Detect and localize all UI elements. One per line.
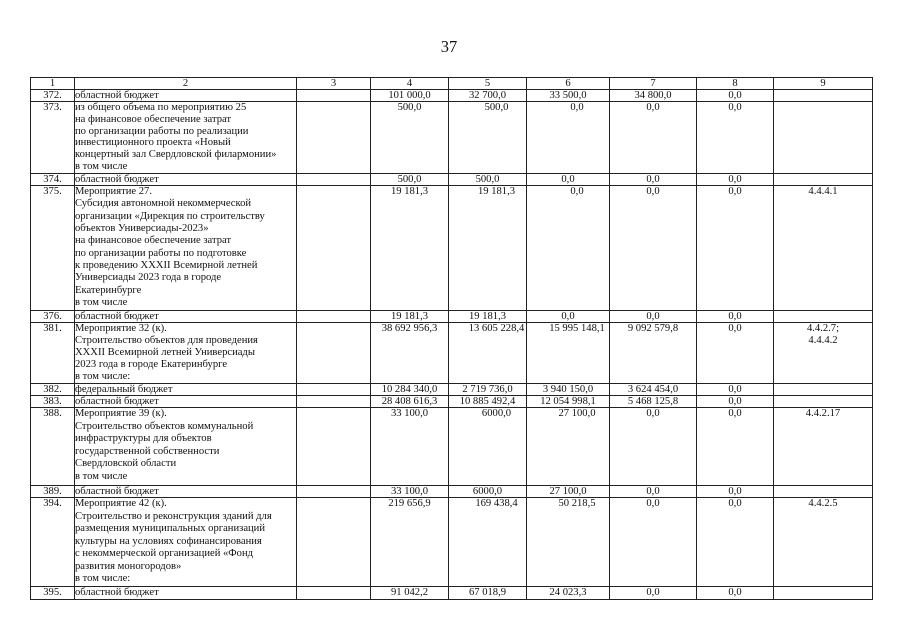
column-4-cell <box>371 587 449 600</box>
description-line: из общего объема по мероприятию 25 <box>75 102 247 113</box>
column-8-cell <box>697 396 774 408</box>
reference-code: 4.4.4.2 <box>808 335 838 346</box>
column-4-cell <box>371 102 449 174</box>
column-3-cell <box>297 323 371 384</box>
table-row <box>31 311 873 323</box>
amount-value: 34 800,0 <box>634 90 672 101</box>
column-3-cell <box>297 587 371 600</box>
column-4-cell <box>371 498 449 587</box>
column-5-cell <box>449 486 527 498</box>
amount-value: 3 624 454,0 <box>627 384 679 395</box>
amount-value: 500,0 <box>475 174 500 185</box>
column-6-cell <box>527 102 610 174</box>
column-6-cell <box>527 323 610 384</box>
amount-value: 28 408 616,3 <box>381 396 438 407</box>
description-cell <box>75 90 297 102</box>
column-5-cell <box>449 323 527 384</box>
amount-value: 0,0 <box>728 498 742 509</box>
description-cell <box>75 186 297 311</box>
column-3-cell <box>297 396 371 408</box>
table-row <box>31 498 873 587</box>
page-number: 37 <box>440 37 458 56</box>
column-9-cell <box>774 486 873 498</box>
amount-value: 0,0 <box>728 486 742 497</box>
column-7-cell <box>610 186 697 311</box>
column-9-cell <box>774 90 873 102</box>
description-line: Универсиады 2023 года в городе <box>75 272 222 284</box>
column-3-cell <box>297 486 371 498</box>
column-number-4: 4 <box>371 78 449 90</box>
amount-value: 0,0 <box>561 174 575 185</box>
row-number: 375. <box>43 186 62 197</box>
description-cell <box>75 396 297 408</box>
table-row <box>31 323 873 384</box>
column-number-8: 8 <box>697 78 774 90</box>
row-number: 395. <box>43 587 62 598</box>
description-line: по организации работы по подготовке <box>75 247 247 259</box>
column-number-3: 3 <box>297 78 371 90</box>
column-5-cell <box>449 408 527 486</box>
description-cell <box>75 174 297 186</box>
column-6-cell <box>527 174 610 186</box>
row-number-cell <box>31 486 75 498</box>
amount-value: 0,0 <box>728 186 742 197</box>
description-line: размещения муниципальных организаций <box>75 523 266 534</box>
column-number-5: 5 <box>449 78 527 90</box>
description-line: на финансовое обеспечение затрат <box>75 235 232 247</box>
row-number-cell <box>31 396 75 408</box>
table-row <box>31 486 873 498</box>
description-line: федеральный бюджет <box>75 384 173 395</box>
amount-value: 10 885 492,4 <box>459 396 516 407</box>
amount-value: 0,0 <box>728 102 742 113</box>
amount-value: 0,0 <box>728 90 742 101</box>
column-7-cell <box>610 323 697 384</box>
budget-table <box>30 77 873 600</box>
column-5-cell <box>449 102 527 174</box>
column-3-cell <box>297 174 371 186</box>
row-number-cell <box>31 384 75 396</box>
column-7-cell <box>610 384 697 396</box>
row-number: 376. <box>43 311 62 322</box>
column-4-cell <box>371 311 449 323</box>
amount-value: 0,0 <box>728 311 742 322</box>
column-6-cell <box>527 90 610 102</box>
description-line: областной бюджет <box>75 587 159 598</box>
description-cell <box>75 384 297 396</box>
column-8-cell <box>697 90 774 102</box>
row-number: 381. <box>43 323 62 334</box>
column-number-row <box>31 78 873 90</box>
amount-value: 0,0 <box>570 186 584 197</box>
description-line: культуры на условиях софинансирования <box>75 535 262 547</box>
amount-value: 15 995 148,1 <box>549 323 605 334</box>
table-row <box>31 90 873 102</box>
column-5-cell <box>449 311 527 323</box>
column-number-7: 7 <box>610 78 697 90</box>
column-8-cell <box>697 498 774 587</box>
column-4-cell <box>371 396 449 408</box>
amount-value: 5 468 125,8 <box>627 396 679 407</box>
reference-code: 4.4.2.7; <box>806 323 840 334</box>
amount-value: 500,0 <box>397 102 422 113</box>
column-7-cell <box>610 396 697 408</box>
amount-value: 0,0 <box>646 486 660 497</box>
amount-value: 32 700,0 <box>468 90 507 101</box>
row-number: 372. <box>43 90 62 101</box>
description-line: объектов Универсиады-2023» <box>75 223 209 235</box>
amount-value: 91 042,2 <box>390 587 429 598</box>
column-7-cell <box>610 174 697 186</box>
column-3-cell <box>297 498 371 587</box>
column-4-cell <box>371 323 449 384</box>
description-line: областной бюджет <box>75 90 159 101</box>
column-9-cell <box>774 102 873 174</box>
amount-value: 0,0 <box>646 498 660 509</box>
description-line: Строительство и реконструкция зданий для <box>75 510 272 522</box>
column-9-cell <box>774 396 873 408</box>
amount-value: 500,0 <box>397 174 422 185</box>
description-line: инфраструктуры для объектов <box>75 433 212 445</box>
row-number-cell <box>31 587 75 600</box>
table-row <box>31 102 873 174</box>
amount-value: 219 656,9 <box>388 498 431 509</box>
column-5-cell <box>449 396 527 408</box>
description-line: областной бюджет <box>75 486 159 497</box>
column-6-cell <box>527 486 610 498</box>
row-number-cell <box>31 311 75 323</box>
column-9-cell <box>774 311 873 323</box>
column-7-cell <box>610 311 697 323</box>
table-row <box>31 384 873 396</box>
amount-value: 38 692 956,3 <box>381 323 438 334</box>
description-line: на финансовое обеспечение затрат <box>75 113 232 125</box>
description-line: областной бюджет <box>75 311 159 322</box>
row-number-cell <box>31 498 75 587</box>
row-number-cell <box>31 323 75 384</box>
amount-value: 27 100,0 <box>558 408 596 419</box>
column-8-cell <box>697 384 774 396</box>
amount-value: 19 181,3 <box>390 186 429 197</box>
row-number: 374. <box>43 174 62 185</box>
description-line: инвестиционного проекта «Новый <box>75 137 231 149</box>
column-5-cell <box>449 384 527 396</box>
row-number-cell <box>31 174 75 186</box>
description-line: Мероприятие 39 (к). <box>75 408 167 419</box>
column-9-cell <box>774 384 873 396</box>
row-number-cell <box>31 186 75 311</box>
column-8-cell <box>697 486 774 498</box>
row-number: 389. <box>43 486 62 497</box>
amount-value: 0,0 <box>728 587 742 598</box>
column-9-cell <box>774 323 873 384</box>
amount-value: 0,0 <box>646 174 660 185</box>
description-line: Екатеринбурге <box>75 284 142 296</box>
description-line: 2023 года в городе Екатеринбурге <box>75 359 228 370</box>
column-7-cell <box>610 486 697 498</box>
column-6-cell <box>527 408 610 486</box>
column-9-cell <box>774 174 873 186</box>
description-cell <box>75 498 297 587</box>
amount-value: 0,0 <box>570 102 584 113</box>
table-row <box>31 396 873 408</box>
column-8-cell <box>697 408 774 486</box>
column-3-cell <box>297 186 371 311</box>
description-line: областной бюджет <box>75 174 159 185</box>
column-5-cell <box>449 587 527 600</box>
amount-value: 2 719 736,0 <box>462 384 513 395</box>
description-line: областной бюджет <box>75 396 159 407</box>
amount-value: 500,0 <box>484 102 509 113</box>
description-line: Строительство объектов коммунальной <box>75 420 254 432</box>
column-7-cell <box>610 587 697 600</box>
amount-value: 101 000,0 <box>388 90 431 101</box>
column-6-cell <box>527 384 610 396</box>
description-cell <box>75 311 297 323</box>
description-line: Мероприятие 27. <box>75 186 152 197</box>
amount-value: 12 054 998,1 <box>540 396 596 407</box>
amount-value: 0,0 <box>646 587 660 598</box>
amount-value: 33 500,0 <box>549 90 587 101</box>
amount-value: 0,0 <box>728 396 742 407</box>
column-7-cell <box>610 90 697 102</box>
amount-value: 33 100,0 <box>390 486 429 497</box>
description-line: Мероприятие 42 (к). <box>75 498 167 509</box>
column-3-cell <box>297 311 371 323</box>
amount-value: 10 284 340,0 <box>381 384 438 395</box>
reference-code: 4.4.4.1 <box>808 186 838 197</box>
column-number-6: 6 <box>527 78 610 90</box>
column-number-2: 2 <box>75 78 297 90</box>
row-number: 373. <box>43 102 62 113</box>
amount-value: 19 181,3 <box>468 311 507 322</box>
description-line: в том числе <box>75 470 128 482</box>
amount-value: 13 605 228,4 <box>468 323 525 334</box>
column-7-cell <box>610 102 697 174</box>
table-row <box>31 587 873 600</box>
column-3-cell <box>297 408 371 486</box>
column-6-cell <box>527 587 610 600</box>
description-cell <box>75 102 297 174</box>
row-number: 394. <box>43 498 62 509</box>
amount-value: 0,0 <box>646 311 660 322</box>
amount-value: 0,0 <box>728 408 742 419</box>
amount-value: 19 181,3 <box>390 311 429 322</box>
description-line: государственной собственности <box>75 445 220 457</box>
description-line: к проведению XXXII Всемирной летней <box>75 260 258 272</box>
column-3-cell <box>297 90 371 102</box>
row-number: 382. <box>43 384 62 395</box>
description-cell <box>75 323 297 384</box>
column-8-cell <box>697 186 774 311</box>
amount-value: 67 018,9 <box>468 587 507 598</box>
amount-value: 50 218,5 <box>558 498 596 509</box>
column-3-cell <box>297 102 371 174</box>
amount-value: 169 438,4 <box>475 498 518 509</box>
amount-value: 6000,0 <box>481 408 512 419</box>
column-6-cell <box>527 186 610 311</box>
column-9-cell <box>774 408 873 486</box>
column-7-cell <box>610 498 697 587</box>
reference-code: 4.4.2.5 <box>808 498 838 509</box>
table-body <box>31 90 873 600</box>
row-number: 383. <box>43 396 62 407</box>
amount-value: 3 940 150,0 <box>542 384 594 395</box>
description-line: Субсидия автономной некоммерческой <box>75 198 252 210</box>
column-7-cell <box>610 408 697 486</box>
column-4-cell <box>371 90 449 102</box>
amount-value: 0,0 <box>646 408 660 419</box>
column-6-cell <box>527 311 610 323</box>
column-4-cell <box>371 174 449 186</box>
table-row <box>31 174 873 186</box>
column-4-cell <box>371 486 449 498</box>
column-4-cell <box>371 408 449 486</box>
description-line: в том числе <box>75 160 128 172</box>
amount-value: 24 023,3 <box>549 587 587 598</box>
description-cell <box>75 486 297 498</box>
description-line: развития моногородов» <box>75 560 182 572</box>
amount-value: 9 092 579,8 <box>627 323 679 334</box>
amount-value: 33 100,0 <box>390 408 429 419</box>
column-5-cell <box>449 498 527 587</box>
description-line: с некоммерческой организацией «Фонд <box>75 548 254 559</box>
column-8-cell <box>697 311 774 323</box>
column-5-cell <box>449 90 527 102</box>
amount-value: 27 100,0 <box>549 486 587 497</box>
column-number-1: 1 <box>31 78 75 90</box>
description-line: Строительство объектов для проведения <box>75 335 258 346</box>
column-8-cell <box>697 102 774 174</box>
column-9-cell <box>774 498 873 587</box>
table-row <box>31 408 873 486</box>
column-9-cell <box>774 587 873 600</box>
description-line: в том числе: <box>75 371 131 382</box>
description-line: по организации работы по реализации <box>75 125 249 137</box>
column-8-cell <box>697 587 774 600</box>
amount-value: 0,0 <box>728 174 742 185</box>
description-line: Мероприятие 32 (к). <box>75 323 167 334</box>
column-9-cell <box>774 186 873 311</box>
description-cell <box>75 587 297 600</box>
column-5-cell <box>449 174 527 186</box>
column-8-cell <box>697 323 774 384</box>
description-line: концертный зал Свердловской филармонии» <box>75 149 277 161</box>
description-line: организации «Дирекция по строительству <box>75 210 265 222</box>
row-number-cell <box>31 102 75 174</box>
amount-value: 0,0 <box>646 186 660 197</box>
row-number-cell <box>31 408 75 486</box>
reference-code: 4.4.2.17 <box>805 408 841 419</box>
amount-value: 0,0 <box>728 384 742 395</box>
column-4-cell <box>371 384 449 396</box>
amount-value: 6000,0 <box>472 486 503 497</box>
amount-value: 19 181,3 <box>477 186 516 197</box>
description-line: в том числе: <box>75 573 131 584</box>
table-row <box>31 186 873 311</box>
description-line: XXXII Всемирной летней Универсиады <box>75 347 255 358</box>
column-6-cell <box>527 396 610 408</box>
amount-value: 0,0 <box>646 102 660 113</box>
description-cell <box>75 408 297 486</box>
column-6-cell <box>527 498 610 587</box>
row-number-cell <box>31 90 75 102</box>
column-4-cell <box>371 186 449 311</box>
amount-value: 0,0 <box>561 311 575 322</box>
column-5-cell <box>449 186 527 311</box>
description-line: в том числе <box>75 297 128 309</box>
column-3-cell <box>297 384 371 396</box>
column-number-9: 9 <box>774 78 873 90</box>
row-number: 388. <box>43 408 62 419</box>
description-line: Свердловской области <box>75 458 177 470</box>
column-8-cell <box>697 174 774 186</box>
table-header <box>31 78 873 90</box>
amount-value: 0,0 <box>728 323 742 334</box>
